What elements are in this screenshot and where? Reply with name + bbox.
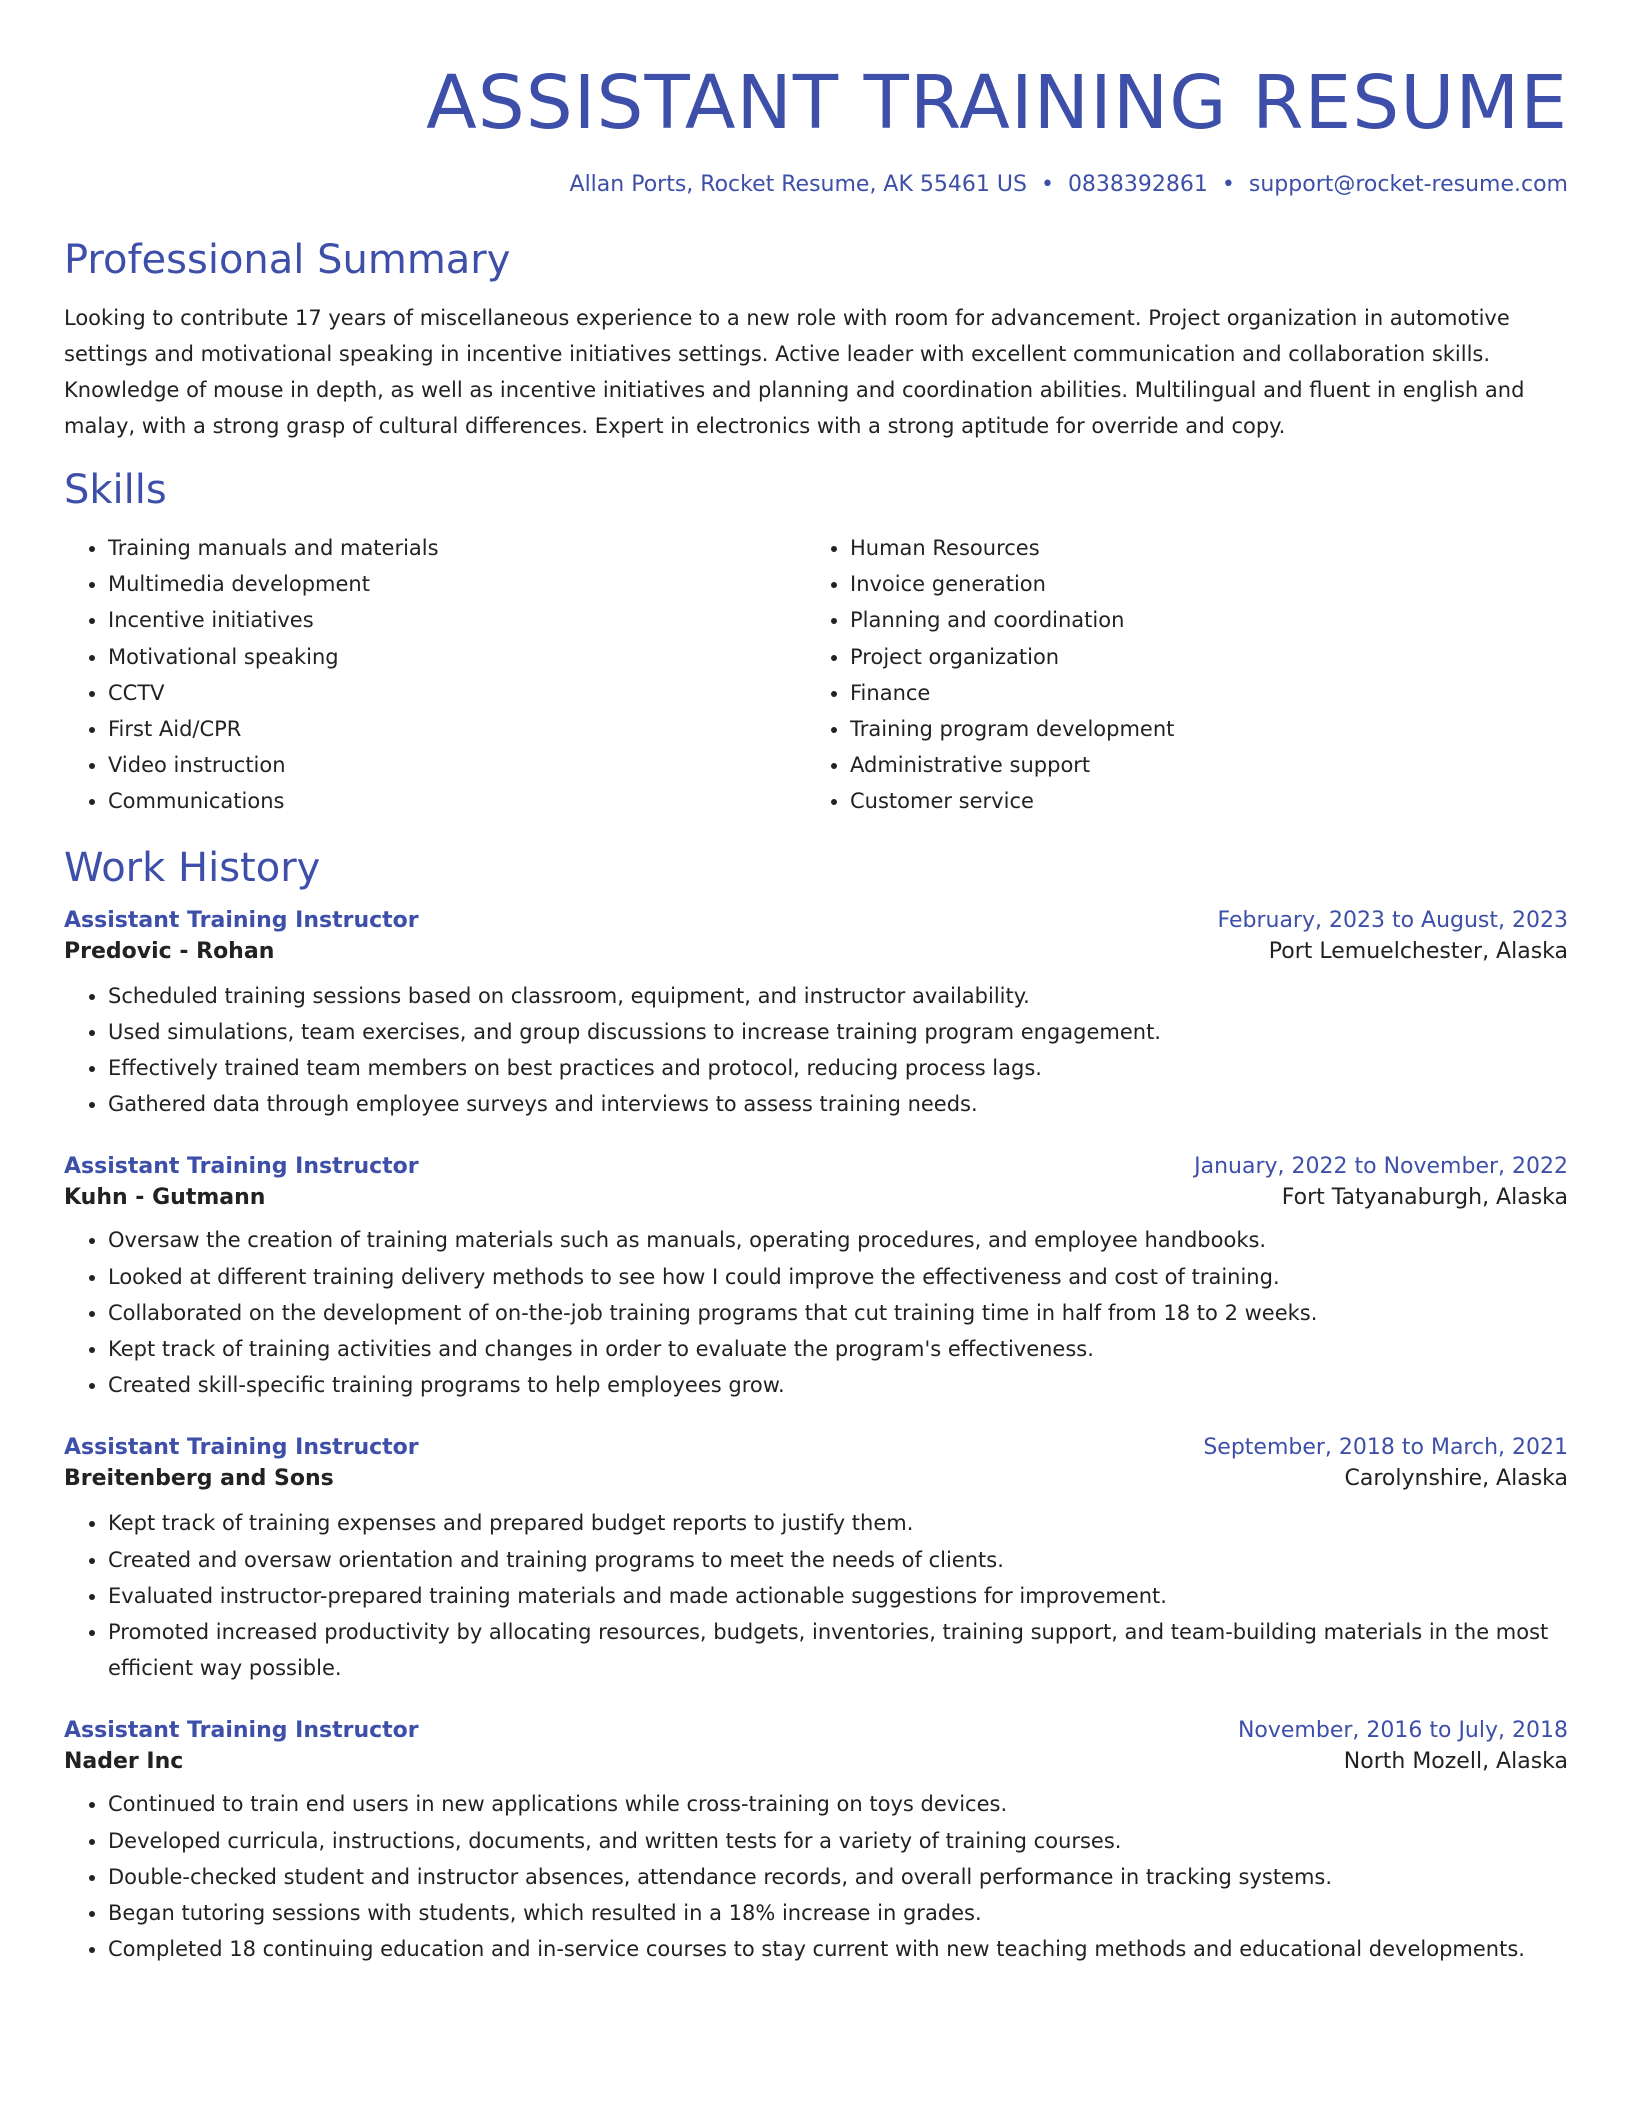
skill-item: • Administrative support bbox=[850, 747, 1548, 783]
skills-list-left bbox=[64, 530, 806, 820]
resume-title: ASSISTANT TRAINING RESUME bbox=[426, 60, 1568, 146]
skill-item: • Incentive initiatives bbox=[108, 602, 806, 638]
job-dates: February, 2023 to August, 2023 bbox=[1217, 907, 1568, 933]
job-dates: September, 2018 to March, 2021 bbox=[1203, 1435, 1568, 1461]
summary-text: Looking to contribute 17 years of miscellaneous experience to a new role with room for advancement. Project organization in automotive settings and motivational speaking in incentive initiatives settings. Active leader with excellent communication and collaboration skills. Knowledge of mouse in depth, as well as incentive initiatives and planning and coordination abilities. Multilingual and fluent in english and malay, with a strong grasp of cultural differences. Expert in electronics with a strong aptitude for override and copy. bbox=[64, 306, 1525, 438]
job-location: Port Lemuelchester, Alaska bbox=[1268, 938, 1568, 964]
job-bullet: • Collaborated on the development of on-the-job training programs that cut training time in half from 18 to 2 weeks. bbox=[108, 1295, 1568, 1331]
resume-page bbox=[64, 0, 1568, 1967]
job-bullet: • Created skill-specific training programs to help employees grow. bbox=[108, 1367, 1568, 1403]
skill-item: • Multimedia development bbox=[108, 566, 806, 602]
job-bullet: • Looked at different training delivery methods to see how I could improve the effectiveness and cost of training. bbox=[108, 1259, 1568, 1295]
skill-item: • Planning and coordination bbox=[850, 602, 1548, 638]
skill-item: • CCTV bbox=[108, 675, 806, 711]
job-company-row bbox=[64, 1749, 1568, 1774]
skill-item: • First Aid/CPR bbox=[108, 711, 806, 747]
contact-line bbox=[64, 168, 1568, 202]
job-dates: November, 2016 to July, 2018 bbox=[1237, 1718, 1568, 1744]
job-bullets bbox=[64, 1505, 1568, 1686]
skill-item: • Training program development bbox=[850, 711, 1548, 747]
contact-separator: • bbox=[1040, 172, 1054, 197]
skills-grid bbox=[64, 530, 1568, 820]
job-header-row bbox=[64, 1154, 1568, 1179]
job-bullet: • Developed curricula, instructions, documents, and written tests for a variety of training courses. bbox=[108, 1823, 1568, 1859]
job-bullets bbox=[64, 1786, 1568, 1967]
job-company: Predovic - Rohan bbox=[64, 938, 275, 964]
job-bullet: • Oversaw the creation of training materials such as manuals, operating procedures, and employee handbooks. bbox=[108, 1222, 1568, 1258]
job-company-row bbox=[64, 1466, 1568, 1491]
job-company: Nader Inc bbox=[64, 1749, 184, 1775]
summary-heading: Professional Summary bbox=[64, 237, 511, 283]
job-header-row bbox=[64, 1435, 1568, 1460]
skill-item: • Human Resources bbox=[850, 530, 1548, 566]
skill-item: • Customer service bbox=[850, 783, 1548, 819]
job-location: North Mozell, Alaska bbox=[1343, 1749, 1568, 1775]
job-location: Carolynshire, Alaska bbox=[1344, 1466, 1568, 1492]
job-entry bbox=[64, 1718, 1568, 1967]
job-title: Assistant Training Instructor bbox=[64, 907, 419, 933]
contact-separator: • bbox=[1221, 172, 1235, 197]
job-bullets bbox=[64, 978, 1568, 1123]
job-bullets bbox=[64, 1222, 1568, 1403]
job-title: Assistant Training Instructor bbox=[64, 1718, 419, 1744]
work-history-heading: Work History bbox=[64, 844, 321, 891]
skill-item: • Motivational speaking bbox=[108, 639, 806, 675]
skills-heading: Skills bbox=[64, 467, 167, 513]
job-bullet: • Used simulations, team exercises, and group discussions to increase training program engagement. bbox=[108, 1014, 1568, 1050]
job-entry bbox=[64, 1435, 1568, 1686]
job-dates: January, 2022 to November, 2022 bbox=[1194, 1154, 1568, 1180]
skill-item: • Video instruction bbox=[108, 747, 806, 783]
job-bullet: • Gathered data through employee surveys and interviews to assess training needs. bbox=[108, 1086, 1568, 1122]
skill-item: • Finance bbox=[850, 675, 1548, 711]
job-bullet: • Kept track of training activities and changes in order to evaluate the program's effectiveness. bbox=[108, 1331, 1568, 1367]
job-bullet: • Promoted increased productivity by allocating resources, budgets, inventories, training support, and team-building materials in the most efficient way possible. bbox=[108, 1614, 1568, 1686]
contact-phone: 0838392861 bbox=[1067, 172, 1208, 197]
job-entry bbox=[64, 908, 1568, 1123]
skill-item: • Training manuals and materials bbox=[108, 530, 806, 566]
skills-list-right bbox=[806, 530, 1548, 820]
skill-item: • Invoice generation bbox=[850, 566, 1548, 602]
job-header-row bbox=[64, 1718, 1568, 1743]
job-title: Assistant Training Instructor bbox=[64, 1154, 419, 1180]
job-location: Fort Tatyanaburgh, Alaska bbox=[1281, 1185, 1568, 1211]
job-bullet: • Evaluated instructor-prepared training materials and made actionable suggestions for improvement. bbox=[108, 1578, 1568, 1614]
job-bullet: • Kept track of training expenses and prepared budget reports to justify them. bbox=[108, 1505, 1568, 1541]
contact-email[interactable]: support@rocket-resume.com bbox=[1248, 172, 1568, 197]
job-entry bbox=[64, 1154, 1568, 1403]
contact-address: Allan Ports, Rocket Resume, AK 55461 US bbox=[569, 172, 1027, 197]
job-company-row bbox=[64, 1185, 1568, 1210]
job-bullet: • Scheduled training sessions based on classroom, equipment, and instructor availability. bbox=[108, 978, 1568, 1014]
job-bullet: • Continued to train end users in new applications while cross-training on toys devices. bbox=[108, 1786, 1568, 1822]
job-title: Assistant Training Instructor bbox=[64, 1435, 419, 1461]
job-company: Breitenberg and Sons bbox=[64, 1466, 334, 1492]
job-bullet: • Began tutoring sessions with students, which resulted in a 18% increase in grades. bbox=[108, 1895, 1568, 1931]
job-header-row bbox=[64, 908, 1568, 933]
skill-item: • Project organization bbox=[850, 639, 1548, 675]
job-bullet: • Effectively trained team members on best practices and protocol, reducing process lags. bbox=[108, 1050, 1568, 1086]
job-bullet: • Completed 18 continuing education and in-service courses to stay current with new teaching methods and educational developments. bbox=[108, 1931, 1568, 1967]
job-company-row bbox=[64, 939, 1568, 964]
skill-item: • Communications bbox=[108, 783, 806, 819]
job-company: Kuhn - Gutmann bbox=[64, 1185, 266, 1211]
job-bullet: • Created and oversaw orientation and training programs to meet the needs of clients. bbox=[108, 1542, 1568, 1578]
job-bullet: • Double-checked student and instructor absences, attendance records, and overall performance in tracking systems. bbox=[108, 1859, 1568, 1895]
